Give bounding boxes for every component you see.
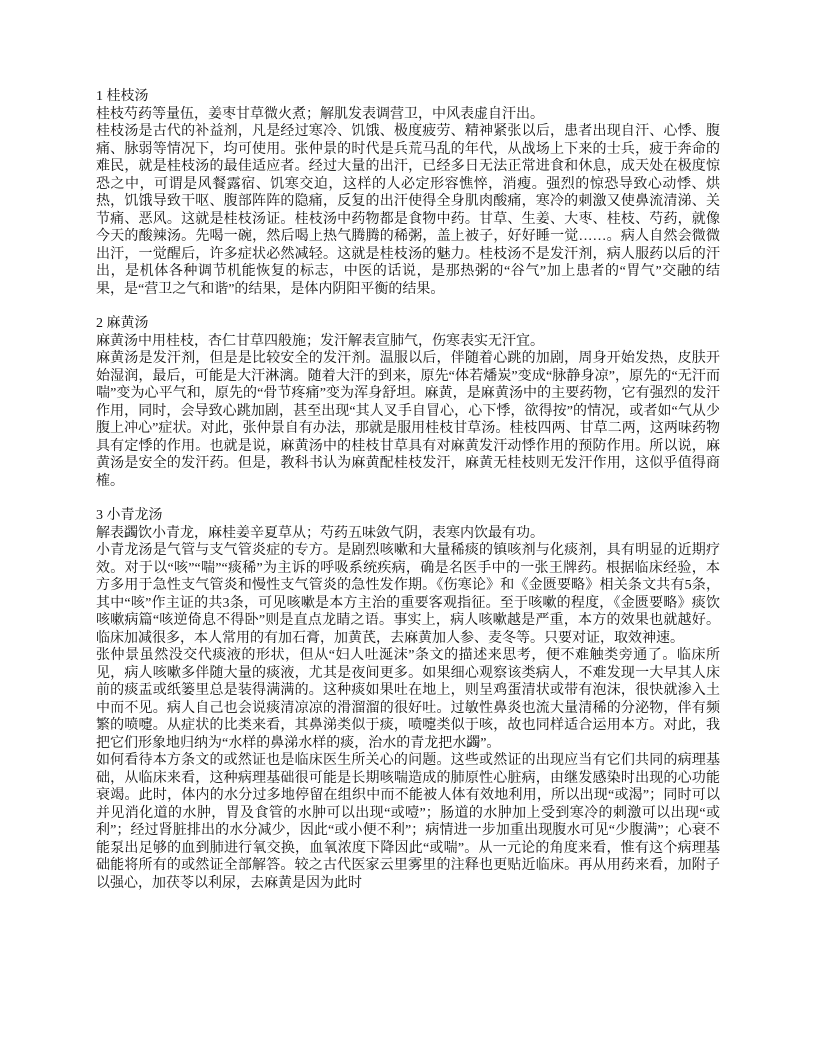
section-guizhitang — [96, 88, 720, 298]
section-heading-mahuangtang: 2 麻黄汤 — [96, 316, 149, 331]
formula-verse-guizhitang: 桂枝芍药等量伍，姜枣甘草微火煮；解肌发表调营卫，中风表虚自汗出。 — [96, 106, 544, 122]
paragraph-guizhitang-1: 桂枝汤是古代的补益剂，凡是经过寒冷、饥饿、极度疲劳、精神紧张以后，患者出现自汗、心悸、腹痛、脉弱等情况下，均可使用。张仲景的时代是兵荒马乱的年代，从战场上下来的士兵，疲于奔命的难民，就是桂枝汤的最佳适应者。经过大量的出汗，已经多日无法正常进食和休息，成天处在极度惊恐之中，可谓是风餐露宿、饥寒交迫，这样的人必定形容憔悴，消瘦。强烈的惊恐导致心动悸、烘热，饥饿导致干呕、腹部阵阵的隐痛，反复的出汗使得全身肌肉酸痛，寒冷的刺激又使鼻流清涕、关节痛、恶风。这就是桂枝汤证。桂枝汤中药物都是食物中药。甘草、生姜、大枣、桂枝、芍药，就像今天的酸辣汤。先喝一碗，然后喝上热气腾腾的稀粥，盖上被子，好好睡一觉……。病人自然会微微出汗，一觉醒后，许多症状必然减轻。这就是桂枝汤的魅力。桂枝汤不是发汗剂，病人服药以后的汗出，是机体各种调节机能恢复的标志，中医的话说，是那热粥的“谷气”加上患者的“胃气”交融的结果，是“营卫之气和谐”的结果，是体内阴阳平衡的结果。 — [96, 124, 720, 297]
paragraph-xiaoqinglongtang-1: 小青龙汤是气管与支气管炎症的专方。是剧烈咳嗽和大量稀痰的镇咳剂与化痰剂，具有明显的近期疗效。对于以“咳”“喘”“痰稀”为主诉的呼吸系统疾病，确是名医手中的一张王牌药。根据临床经验，本方多用于急性支气管炎和慢性支气管炎的急性发作期。《伤寒论》和《金匮要略》相关条文共有5条，其中“咳”作主证的共3条，可见咳嗽是本方主治的重要客观指征。至于咳嗽的程度，《金匮要略》痰饮咳嗽病篇“咳逆倚息不得卧”则是直点龙睛之语。事实上，病人咳嗽越是严重，本方的效果也就越好。临床加减很多，本人常用的有加石膏，加黄芪，去麻黄加人参、麦冬等。只要对证，取效神速。 — [96, 543, 720, 646]
formula-verse-xiaoqinglongtang: 解表蠲饮小青龙，麻桂姜辛夏草从；芍药五味敛气阴，表寒内饮最有功。 — [96, 525, 544, 541]
paragraph-mahuangtang-1: 麻黄汤是发汗剂，但是是比较安全的发汗剂。温服以后，伴随着心跳的加剧，周身开始发热，皮肤开始湿润，最后，可能是大汗淋漓。随着大汗的到来，原先“体若燔炭”变成“脉静身凉”，原先的“无汗而喘”变为心平气和，原先的“骨节疼痛”变为浑身舒坦。麻黄，是麻黄汤中的主要药物，它有强烈的发汗作用，同时，会导致心跳加剧，甚至出现“其人叉手自冒心，心下悸，欲得按”的情况，或者如“气从少腹上冲心”症状。对此，张仲景自有办法，那就是服用桂枝甘草汤。桂枝四两、甘草二两，这两味药物具有定悸的作用。也就是说，麻黄汤中的桂枝甘草具有对麻黄发汗动悸作用的预防作用。所以说，麻黄汤是安全的发汗药。但是，教科书认为麻黄配桂枝发汗，麻黄无桂枝则无发汗作用，这似乎值得商榷。 — [96, 351, 720, 489]
section-mahuangtang — [96, 315, 720, 490]
section-heading-guizhitang: 1 桂枝汤 — [96, 89, 149, 104]
paragraph-xiaoqinglongtang-3: 如何看待本方条文的或然证也是临床医生所关心的问题。这些或然证的出现应当有它们共同的病理基础，从临床来看，这种病理基础很可能是长期咳喘造成的肺原性心脏病，由继发感染时出现的心功能衰竭。此时，体内的水分过多地停留在组织中而不能被人体有效地利用，所以出现“或渴”；同时可以并见消化道的水肿，胃及食管的水肿可以出现“或噎”；肠道的水肿加上受到寒冷的刺激可以出现“或利”；经过肾脏排出的水分减少，因此“或小便不利”；病情进一步加重出现腹水可见“少腹满”；心衰不能泵出足够的血到肺进行氧交换，血氧浓度下降因此“或喘”。从一元论的角度来看，惟有这个病理基础能将所有的或然证全部解答。较之古代医家云里雾里的注释也更贴近临床。再从用药来看，加附子以强心，加茯苓以利尿，去麻黄是因为此时 — [96, 753, 720, 891]
section-xiaoqinglongtang — [96, 507, 720, 892]
section-heading-xiaoqinglongtang: 3 小青龙汤 — [96, 508, 163, 523]
paragraph-xiaoqinglongtang-2: 张仲景虽然没交代痰液的形状，但从“妇人吐涎沫”条文的描述来思考，便不难触类旁通了。临床所见，病人咳嗽多伴随大量的痰液，尤其是夜间更多。如果细心观察该类病人，不难发现一大早其人床前的痰盂或纸篓里总是装得满满的。这种痰如果吐在地上，则呈鸡蛋清状或带有泡沫，很快就渗入土中而不见。病人自己也会说痰清凉凉的滑溜溜的很好吐。过敏性鼻炎也流大量清稀的分泌物，伴有频繁的喷嚏。从症状的比类来看，其鼻涕类似于痰，喷嚏类似于咳，故也同样适合运用本方。对此，我把它们形象地归纳为“水样的鼻涕水样的痰，治水的青龙把水蠲”。 — [96, 648, 720, 751]
formula-verse-mahuangtang: 麻黄汤中用桂枝，杏仁甘草四般施；发汗解表宣肺气，伤寒表实无汗宜。 — [96, 333, 544, 349]
